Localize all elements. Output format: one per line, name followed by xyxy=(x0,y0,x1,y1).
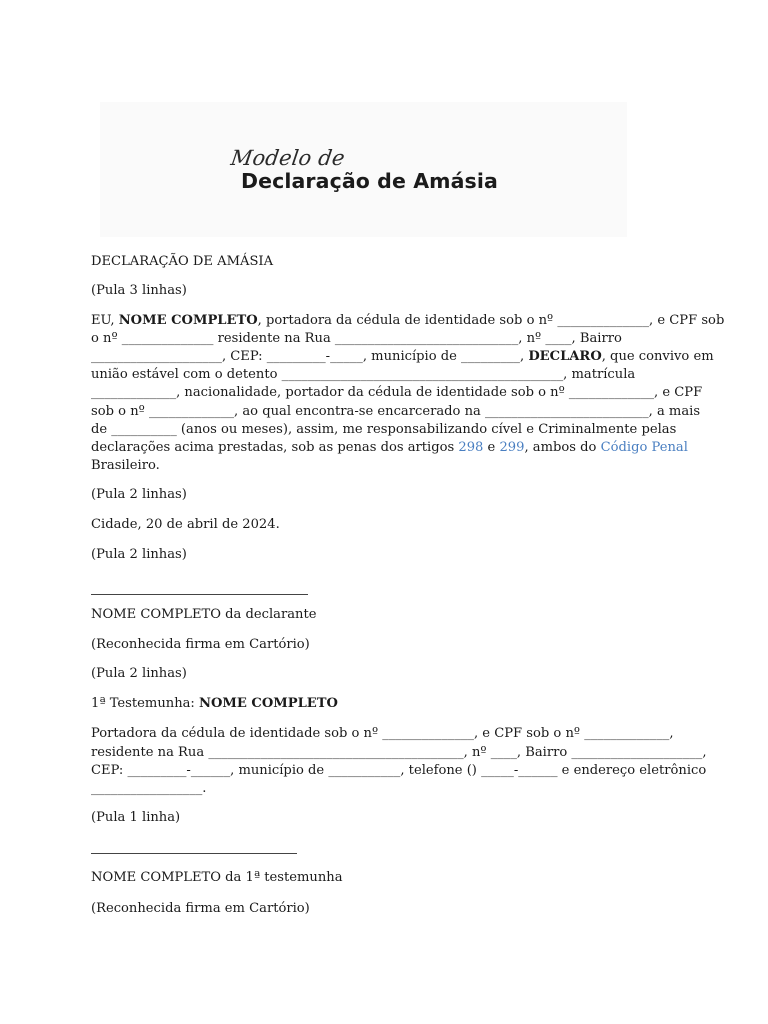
skip-note-1-line: (Pula 1 linha) xyxy=(91,810,181,825)
link-article-299[interactable]: 299 xyxy=(499,440,525,455)
declarant-name: NOME COMPLETO da declarante xyxy=(91,607,317,622)
paragraph-line: Portadora da cédula de identidade sob o nº ______________, e CPF sob o nº _____________, xyxy=(91,726,674,741)
city-date: Cidade, 20 de abril de 2024. xyxy=(91,517,280,532)
skip-note-2-lines: (Pula 2 linhas) xyxy=(91,666,187,681)
banner-script-text: Modelo de xyxy=(229,146,347,170)
text-span: declarações acima prestadas, sob as penas dos artigos xyxy=(91,440,459,455)
text-span: EU, xyxy=(91,313,119,328)
text-span: 1ª Testemunha: xyxy=(91,696,200,711)
paragraph-line: união estável com o detento ___________________________________________, matrícula xyxy=(91,367,636,382)
paragraph-line: CEP: _________-______, município de ___________, telefone () _____-______ e endereço eletrônico xyxy=(91,763,707,778)
header-banner xyxy=(100,102,627,237)
skip-note-2-lines: (Pula 2 linhas) xyxy=(91,487,187,502)
witness1-heading xyxy=(91,695,691,713)
text-span: , que convivo em xyxy=(601,349,714,364)
paragraph-line: _________________. xyxy=(91,781,207,796)
notarized-note: (Reconhecida firma em Cartório) xyxy=(91,637,310,652)
paragraph-line: sob o nº _____________, ao qual encontra-se encarcerado na _________________________, a mais xyxy=(91,404,701,419)
bold-name-placeholder: NOME COMPLETO xyxy=(118,313,258,328)
text-span: , portadora da cédula de identidade sob o nº ______________, e CPF sob xyxy=(257,313,725,328)
skip-note-3-lines: (Pula 3 linhas) xyxy=(91,283,187,298)
paragraph-line: _____________, nacionalidade, portador da cédula de identidade sob o nº _____________, e CPF xyxy=(91,385,703,400)
paragraph-line xyxy=(91,439,691,457)
paragraph-line: o nº ______________ residente na Rua ____________________________, nº ____, Bairro xyxy=(91,331,622,346)
text-span: , ambos do xyxy=(524,440,601,455)
witness1-signature-line xyxy=(91,853,297,854)
banner-title: Declaração de Amásia xyxy=(241,169,498,193)
paragraph-line: residente na Rua _______________________________________, nº ____, Bairro ____________________, xyxy=(91,745,707,760)
declarant-signature-line xyxy=(91,594,308,595)
paragraph-line: de __________ (anos ou meses), assim, me responsabilizando cível e Criminalmente pelas xyxy=(91,422,677,437)
paragraph-line xyxy=(91,348,714,366)
notarized-note: (Reconhecida firma em Cartório) xyxy=(91,901,310,916)
witness1-footer-name: NOME COMPLETO da 1ª testemunha xyxy=(91,870,343,885)
bold-declaro: DECLARO xyxy=(528,349,602,364)
text-span: e xyxy=(483,440,500,455)
paragraph-line: Brasileiro. xyxy=(91,458,160,473)
bold-name-placeholder: NOME COMPLETO xyxy=(199,696,338,711)
text-span: ____________________, CEP: _________-_____, município de _________, xyxy=(91,349,529,364)
link-article-298[interactable]: 298 xyxy=(458,440,484,455)
document-heading: DECLARAÇÃO DE AMÁSIA xyxy=(91,254,274,269)
paragraph-line xyxy=(91,312,725,330)
skip-note-2-lines: (Pula 2 linhas) xyxy=(91,547,187,562)
link-codigo-penal[interactable]: Código Penal xyxy=(600,440,688,455)
